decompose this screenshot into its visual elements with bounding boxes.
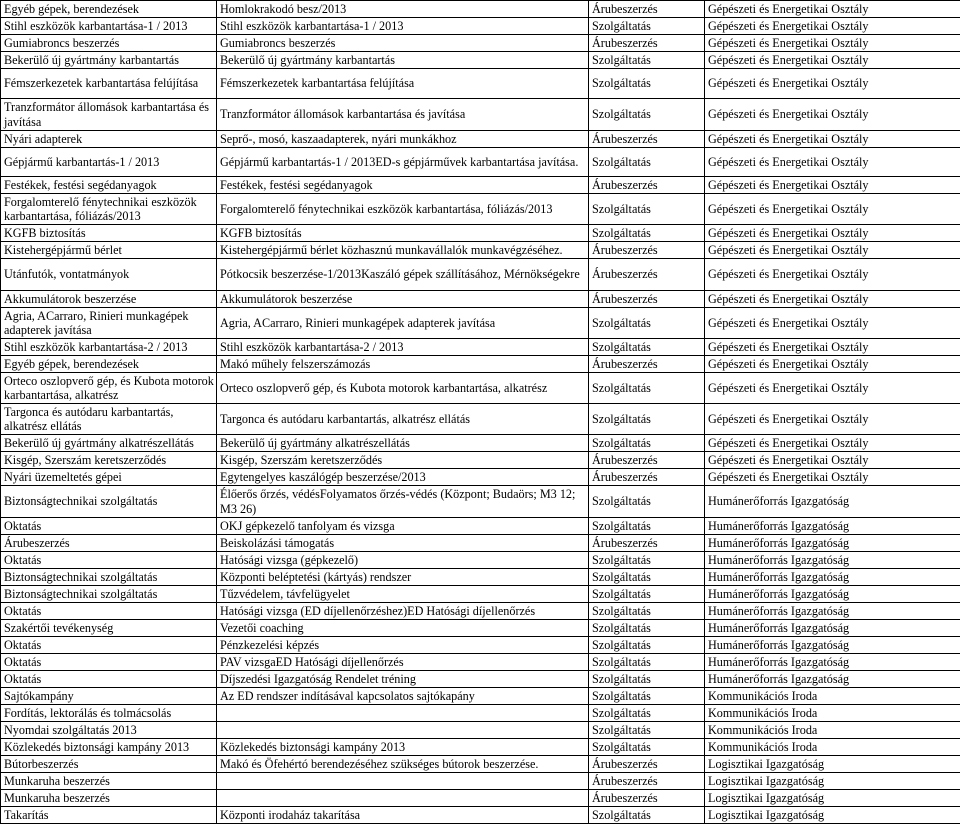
procurement-type-cell: Szolgáltatás [589,654,705,671]
category-cell: Bútorbeszerzés [1,756,217,773]
department-cell: Gépészeti és Energetikai Osztály [705,52,960,69]
department-cell: Gépészeti és Energetikai Osztály [705,225,960,242]
procurement-type-cell: Szolgáltatás [589,373,705,404]
description-cell: Bekerülő új gyártmány alkatrészellátás [217,435,589,452]
table-row [1,807,960,824]
table-row [1,291,960,308]
table-row [1,637,960,654]
department-cell: Kommunikációs Iroda [705,722,960,739]
department-cell: Gépészeti és Energetikai Osztály [705,194,960,225]
description-cell: Makó műhely felszerszámozás [217,356,589,373]
table-body [1,1,960,824]
description-cell: Fémszerkezetek karbantartása felújítása [217,69,589,99]
table-row [1,569,960,586]
category-cell: Árubeszerzés [1,535,217,552]
description-cell: Gumiabroncs beszerzés [217,35,589,52]
category-cell: Egyéb gépek, berendezések [1,1,217,18]
description-cell: PAV vizsgaED Hatósági díjellenőrzés [217,654,589,671]
description-cell: Stihl eszközök karbantartása-2 / 2013 [217,339,589,356]
department-cell: Gépészeti és Energetikai Osztály [705,131,960,148]
table-row [1,35,960,52]
department-cell: Gépészeti és Energetikai Osztály [705,469,960,486]
category-cell: Oktatás [1,603,217,620]
department-cell: Gépészeti és Energetikai Osztály [705,1,960,18]
procurement-type-cell: Szolgáltatás [589,194,705,225]
category-cell: Orteco oszlopverő gép, és Kubota motorok karbantartása, alkatrész [1,373,217,404]
table-row [1,535,960,552]
table-row [1,790,960,807]
category-cell: Stihl eszközök karbantartása-2 / 2013 [1,339,217,356]
table-row [1,225,960,242]
department-cell: Gépészeti és Energetikai Osztály [705,435,960,452]
description-cell: OKJ gépkezelő tanfolyam és vizsga [217,518,589,535]
category-cell: Agria, ACarraro, Rinieri munkagépek adapterek javítása [1,308,217,339]
category-cell: Akkumulátorok beszerzése [1,291,217,308]
table-row [1,1,960,18]
category-cell: Oktatás [1,671,217,688]
description-cell: Pénzkezelési képzés [217,637,589,654]
procurement-type-cell: Szolgáltatás [589,99,705,131]
category-cell: Munkaruha beszerzés [1,790,217,807]
department-cell: Logisztikai Igazgatóság [705,756,960,773]
category-cell: Biztonságtechnikai szolgáltatás [1,586,217,603]
procurement-type-cell: Szolgáltatás [589,404,705,435]
description-cell: Stihl eszközök karbantartása-1 / 2013 [217,18,589,35]
department-cell: Logisztikai Igazgatóság [705,807,960,824]
description-cell [217,773,589,790]
department-cell: Gépészeti és Energetikai Osztály [705,291,960,308]
procurement-type-cell: Szolgáltatás [589,225,705,242]
category-cell: Targonca és autódaru karbantartás, alkatrész ellátás [1,404,217,435]
table-row [1,373,960,404]
procurement-type-cell: Árubeszerzés [589,756,705,773]
procurement-type-cell: Árubeszerzés [589,177,705,194]
table-row [1,739,960,756]
category-cell: Stihl eszközök karbantartása-1 / 2013 [1,18,217,35]
category-cell: Szakértői tevékenység [1,620,217,637]
table-row [1,671,960,688]
department-cell: Logisztikai Igazgatóság [705,773,960,790]
category-cell: Gépjármű karbantartás-1 / 2013 [1,148,217,177]
category-cell: Fémszerkezetek karbantartása felújítása [1,69,217,99]
table-row [1,194,960,225]
description-cell: Kistehergépjármű bérlet közhasznú munkavállalók munkavégzéséhez. [217,242,589,259]
procurement-type-cell: Szolgáltatás [589,518,705,535]
description-cell: Seprő-, mosó, kaszaadapterek, nyári munkákhoz [217,131,589,148]
table-row [1,586,960,603]
table-row [1,404,960,435]
procurement-type-cell: Szolgáltatás [589,552,705,569]
description-cell: Kisgép, Szerszám keretszerződés [217,452,589,469]
department-cell: Humánerőforrás Igazgatóság [705,486,960,518]
table-row [1,131,960,148]
category-cell: Gumiabroncs beszerzés [1,35,217,52]
category-cell: Oktatás [1,654,217,671]
table-row [1,52,960,69]
table-row [1,99,960,131]
description-cell: Beiskolázási támogatás [217,535,589,552]
department-cell: Gépészeti és Energetikai Osztály [705,148,960,177]
department-cell: Gépészeti és Energetikai Osztály [705,339,960,356]
table-row [1,259,960,291]
category-cell: Egyéb gépek, berendezések [1,356,217,373]
category-cell: Bekerülő új gyártmány alkatrészellátás [1,435,217,452]
description-cell: KGFB biztosítás [217,225,589,242]
department-cell: Gépészeti és Energetikai Osztály [705,99,960,131]
description-cell [217,705,589,722]
description-cell: Központi beléptetési (kártyás) rendszer [217,569,589,586]
category-cell: Oktatás [1,518,217,535]
category-cell: Sajtókampány [1,688,217,705]
table-row [1,452,960,469]
description-cell: Tűzvédelem, távfelügyelet [217,586,589,603]
table-row [1,756,960,773]
description-cell: Közlekedés biztonsági kampány 2013 [217,739,589,756]
procurement-type-cell: Szolgáltatás [589,620,705,637]
description-cell: Egytengelyes kaszálógép beszerzése/2013 [217,469,589,486]
category-cell: KGFB biztosítás [1,225,217,242]
description-cell [217,722,589,739]
category-cell: Oktatás [1,552,217,569]
table-row [1,435,960,452]
table-row [1,705,960,722]
table-row [1,773,960,790]
department-cell: Gépészeti és Energetikai Osztály [705,452,960,469]
procurement-type-cell: Árubeszerzés [589,790,705,807]
category-cell: Festékek, festési segédanyagok [1,177,217,194]
procurement-type-cell: Szolgáltatás [589,569,705,586]
description-cell: Tranzformátor állomások karbantartása és javítása [217,99,589,131]
procurement-type-cell: Szolgáltatás [589,69,705,99]
table-row [1,18,960,35]
category-cell: Munkaruha beszerzés [1,773,217,790]
department-cell: Humánerőforrás Igazgatóság [705,637,960,654]
description-cell: Bekerülő új gyártmány karbantartás [217,52,589,69]
table-row [1,242,960,259]
category-cell: Utánfutók, vontatmányok [1,259,217,291]
category-cell: Kisgép, Szerszám keretszerződés [1,452,217,469]
table-row [1,620,960,637]
procurement-type-cell: Szolgáltatás [589,148,705,177]
table-row [1,177,960,194]
procurement-type-cell: Szolgáltatás [589,339,705,356]
category-cell: Biztonságtechnikai szolgáltatás [1,569,217,586]
table-row [1,722,960,739]
category-cell: Fordítás, lektorálás és tolmácsolás [1,705,217,722]
department-cell: Gépészeti és Energetikai Osztály [705,373,960,404]
description-cell: Gépjármű karbantartás-1 / 2013ED-s gépjárművek karbantartása javítása. [217,148,589,177]
procurement-type-cell: Árubeszerzés [589,131,705,148]
table-row [1,339,960,356]
department-cell: Gépészeti és Energetikai Osztály [705,35,960,52]
category-cell: Forgalomterelő fénytechnikai eszközök karbantartása, fóliázás/2013 [1,194,217,225]
description-cell: Akkumulátorok beszerzése [217,291,589,308]
description-cell: Agria, ACarraro, Rinieri munkagépek adapterek javítása [217,308,589,339]
department-cell: Humánerőforrás Igazgatóság [705,552,960,569]
department-cell: Kommunikációs Iroda [705,705,960,722]
department-cell: Gépészeti és Energetikai Osztály [705,69,960,99]
department-cell: Gépészeti és Energetikai Osztály [705,177,960,194]
procurement-type-cell: Szolgáltatás [589,705,705,722]
department-cell: Gépészeti és Energetikai Osztály [705,356,960,373]
department-cell: Gépészeti és Energetikai Osztály [705,18,960,35]
procurement-type-cell: Szolgáltatás [589,18,705,35]
department-cell: Humánerőforrás Igazgatóság [705,569,960,586]
table-row [1,469,960,486]
department-cell: Gépészeti és Energetikai Osztály [705,242,960,259]
procurement-type-cell: Szolgáltatás [589,807,705,824]
table-row [1,603,960,620]
department-cell: Humánerőforrás Igazgatóság [705,654,960,671]
table-row [1,552,960,569]
procurement-type-cell: Szolgáltatás [589,637,705,654]
description-cell [217,790,589,807]
procurement-type-cell: Szolgáltatás [589,586,705,603]
procurement-type-cell: Szolgáltatás [589,486,705,518]
table-row [1,654,960,671]
description-cell: Makó és Öfehértó berendezéséhez szükséges bútorok beszerzése. [217,756,589,773]
procurement-type-cell: Árubeszerzés [589,259,705,291]
category-cell: Tranzformátor állomások karbantartása és javítása [1,99,217,131]
procurement-type-cell: Szolgáltatás [589,52,705,69]
table-row [1,308,960,339]
description-cell: Hatósági vizsga (gépkezelő) [217,552,589,569]
description-cell: Élőerős őrzés, védésFolyamatos őrzés-védés (Központ; Budaörs; M3 12; M3 26) [217,486,589,518]
description-cell: Vezetői coaching [217,620,589,637]
table-row [1,356,960,373]
category-cell: Kistehergépjármű bérlet [1,242,217,259]
description-cell: Az ED rendszer indításával kapcsolatos sajtókapány [217,688,589,705]
procurement-type-cell: Árubeszerzés [589,773,705,790]
department-cell: Gépészeti és Energetikai Osztály [705,308,960,339]
department-cell: Humánerőforrás Igazgatóság [705,620,960,637]
procurement-type-cell: Szolgáltatás [589,671,705,688]
procurement-type-cell: Szolgáltatás [589,308,705,339]
department-cell: Humánerőforrás Igazgatóság [705,586,960,603]
description-cell: Díjszedési Igazgatóság Rendelet tréning [217,671,589,688]
category-cell: Nyári üzemeltetés gépei [1,469,217,486]
category-cell: Nyári adapterek [1,131,217,148]
table-row [1,518,960,535]
category-cell: Bekerülő új gyártmány karbantartás [1,52,217,69]
description-cell: Targonca és autódaru karbantartás, alkatrész ellátás [217,404,589,435]
department-cell: Gépészeti és Energetikai Osztály [705,259,960,291]
procurement-type-cell: Árubeszerzés [589,469,705,486]
department-cell: Kommunikációs Iroda [705,688,960,705]
department-cell: Humánerőforrás Igazgatóság [705,518,960,535]
department-cell: Kommunikációs Iroda [705,739,960,756]
procurement-type-cell: Árubeszerzés [589,356,705,373]
table-row [1,688,960,705]
description-cell: Homlokrakodó besz/2013 [217,1,589,18]
procurement-type-cell: Szolgáltatás [589,739,705,756]
description-cell: Központi irodaház takarítása [217,807,589,824]
procurement-type-cell: Árubeszerzés [589,1,705,18]
department-cell: Humánerőforrás Igazgatóság [705,603,960,620]
category-cell: Oktatás [1,637,217,654]
description-cell: Orteco oszlopverő gép, és Kubota motorok karbantartása, alkatrész [217,373,589,404]
department-cell: Logisztikai Igazgatóság [705,790,960,807]
category-cell: Nyomdai szolgáltatás 2013 [1,722,217,739]
table-row [1,69,960,99]
department-cell: Humánerőforrás Igazgatóság [705,535,960,552]
procurement-type-cell: Szolgáltatás [589,603,705,620]
procurement-type-cell: Árubeszerzés [589,535,705,552]
procurement-type-cell: Szolgáltatás [589,688,705,705]
procurement-type-cell: Árubeszerzés [589,35,705,52]
category-cell: Közlekedés biztonsági kampány 2013 [1,739,217,756]
department-cell: Gépészeti és Energetikai Osztály [705,404,960,435]
category-cell: Biztonságtechnikai szolgáltatás [1,486,217,518]
category-cell: Takarítás [1,807,217,824]
procurement-type-cell: Szolgáltatás [589,722,705,739]
procurement-type-cell: Árubeszerzés [589,291,705,308]
procurement-type-cell: Árubeszerzés [589,242,705,259]
procurement-type-cell: Árubeszerzés [589,452,705,469]
department-cell: Humánerőforrás Igazgatóság [705,671,960,688]
table-row [1,486,960,518]
description-cell: Hatósági vizsga (ED díjellenőrzéshez)ED Hatósági díjellenőrzés [217,603,589,620]
description-cell: Forgalomterelő fénytechnikai eszközök karbantartása, fóliázás/2013 [217,194,589,225]
procurement-type-cell: Szolgáltatás [589,435,705,452]
description-cell: Pótkocsik beszerzése-1/2013Kaszáló gépek szállításához, Mérnökségekre [217,259,589,291]
table-row [1,148,960,177]
description-cell: Festékek, festési segédanyagok [217,177,589,194]
